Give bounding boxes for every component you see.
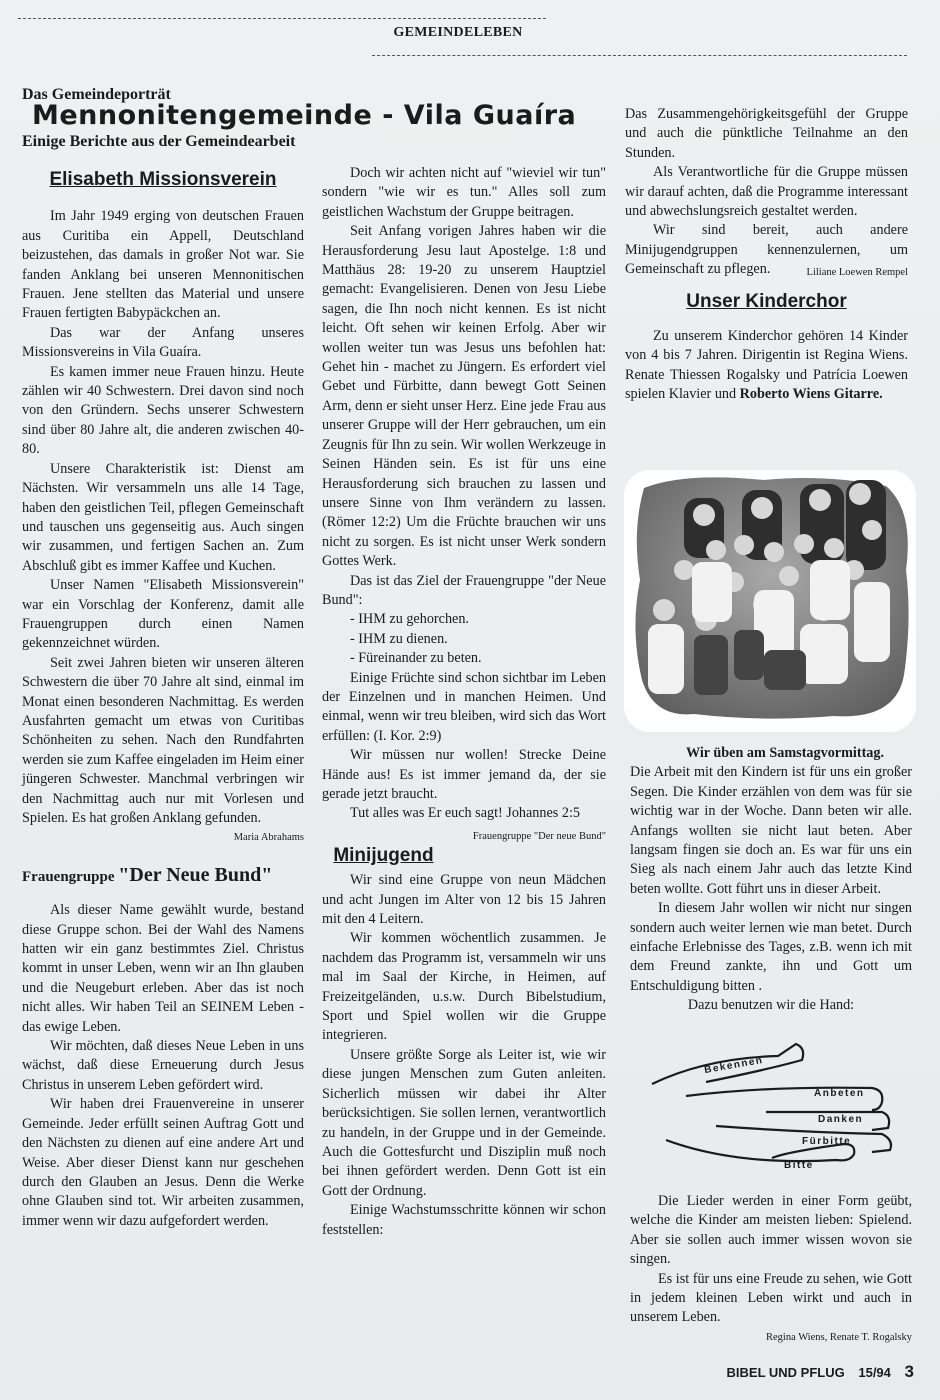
signature: Liliane Loewen Rempel (806, 267, 908, 279)
list-item: - Füreinander zu beten. (350, 650, 482, 667)
section-title: GEMEINDELEBEN (393, 25, 523, 40)
paragraph-bold: Roberto Wiens Gitarre. (739, 386, 883, 403)
article-heading-missionsverein: Elisabeth Missionsverein (49, 169, 277, 190)
column-1 (22, 170, 304, 1231)
column-2 (322, 164, 606, 1240)
paragraph: Das war der Anfang unseres Missionsvereins in Vila Guaíra. (22, 324, 304, 361)
paragraph: Dazu benutzen wir die Hand: (687, 997, 855, 1014)
signature: Regina Wiens, Renate T. Rogalsky (766, 1331, 912, 1343)
paragraph: Als Verantwortliche für die Gruppe müssen wir darauf achten, daß die Programme interessant und abwechslungsreich gestaltet werden. (625, 164, 908, 220)
page-footer (727, 1362, 914, 1382)
hand-label-bitte: Bitte (784, 1160, 814, 1171)
top-rule (18, 18, 546, 19)
paragraph: Doch wir achten nicht auf "wieviel wir tun" sondern "wie wir es tun." Alles soll zum geistlichen Wachstum der Gruppe beitragen. (322, 165, 606, 220)
paragraph-text: Tut alles was Er euch sagt! Johannes 2:5 (350, 805, 580, 822)
paragraph: Wir möchten, daß dieses Neue Leben in uns wächst, daß diese Erneuerung durch Jesus Christus in unserem Leben gefördert wird. (22, 1038, 304, 1093)
hand-label-bekennen: Bekennen (703, 1054, 765, 1077)
paragraph (625, 327, 908, 405)
signature: Maria Abrahams (233, 832, 304, 844)
paragraph: Wir müssen nur wollen! Strecke Deine Hände aus! Es ist immer jemand da, der sie gerade jetzt braucht. (322, 747, 606, 802)
article-heading-minijugend: Minijugend (333, 844, 434, 866)
paragraph: Unsere größte Sorge als Leiter ist, wie wir diese jungen Menschen zum Guten anleiten. Sicherlich müssen wir dabei ihr Alter berücksichtigen. Sie sollen lernen, verantwortlich zu handeln, in der Gruppe und in der Gemeinde. Auch die Gottesfurcht und Disziplin muß noch bei ihnen gefördert werden. Denn Gott ist ein Gott der Ordnung. (322, 1046, 606, 1199)
paragraph: Unsere Charakteristik ist: Dienst am Nächsten. Wir versammeln uns alle 14 Tage, haben den geistlichen Teil, pflegen Gemeinschaft und tauschen uns gegenseitig aus. Auch singen wir zusammen, und fertigen Sachen an. Zum Abschluß gibt es immer Kaffee und Kuchen. (22, 460, 304, 574)
paragraph: Im Jahr 1949 erging von deutschen Frauen aus Curitiba ein Appell, Deutschland beizustehen, das damals in großer Not war. Sie fanden Anklang bei unseren Mennonitischen Frauen. Jene stellten das Material und unsere Frauen fertigten Babypäckchen an. (22, 208, 304, 322)
column-3-end (630, 1192, 912, 1347)
paragraph: Die Arbeit mit den Kindern ist für uns ein großer Segen. Die Kinder erzählen von dem was für sie wichtig war in der Woche. Dann beten wir alle. Anfangs wollten sie nicht laut beten. Aber langsam fingen sie doch an. Es war für uns ein Sieg als nach einem Jahr auch das letzte Kind beten wollte. Gott führt uns in dieser Arbeit. (630, 764, 912, 897)
choir-photo (624, 470, 916, 732)
hand-label-anbeten: Anbeten (814, 1088, 865, 1099)
list-item: - IHM zu dienen. (350, 630, 448, 647)
hand-label-fuerbitte: Fürbitte (802, 1136, 852, 1147)
paragraph: Es ist für uns eine Freude zu sehen, wie Gott in jedem kleinen Leben wirkt und auch in unserem Leben. (630, 1270, 912, 1326)
paragraph: In diesem Jahr wollen wir nicht nur singen sondern auch weiter lernen wie man betet. Durch einfache Erlebnisse des Tages, z.B. wenn ich mit dem Freund zankte, ihn und Gott um Entschuldigung bitten . (630, 900, 912, 994)
paragraph: Wir haben drei Frauenvereine in unserer Gemeinde. Jeder erfüllt seinen Auftrag Gott und den Nächsten zu dienen auf eine andere Art und Weise. Aber dieser Dienst kann nur geschehen durch den Glauben an Jesus. Denn die Werke ohne Glauben sind tot. Wir arbeiten zusammen, immer wenn wir dazu aufgefordert werden. (22, 1096, 304, 1229)
paragraph-text: Zu unserem Kinderchor gehören 14 Kinder von 4 bis 7 Jahren. Dirigentin ist Regina Wiens. Renate Thiessen Rogalsky und Patrícia Loewen spielen Klavier und (625, 328, 908, 403)
kicker: Das Gemeindeporträt (22, 86, 171, 103)
hand-label-danken: Danken (818, 1114, 864, 1125)
photo-caption: Wir üben am Samstagvormittag. (685, 745, 885, 761)
page-number: 3 (904, 1362, 914, 1381)
paragraph: Das ist das Ziel der Frauengruppe "der Neue Bund": (322, 572, 606, 608)
paragraph: Wir kommen wöchentlich zusammen. Je nachdem das Programm ist, versammeln wir uns mal im Saal der Kirche, in Heimen, auf Freizeitgeländen, u.s.w. Durch Bibelstudium, Sport und Spiel wollen wir die Gruppe integrieren. (322, 930, 606, 1044)
paragraph: Seit Anfang vorigen Jahres haben wir die Herausforderung Jesu laut Apostelge. 1:8 und Matthäus 28: 19-20 zu unserem Hauptziel gemacht: Evangelisieren. Denen von Jesu Liebe sagen, die Ihn noch nicht kennen. Es ist nicht leicht. Oft sehen wir keinen Erfolg. Aber wir wollen weiter tun was Jesus uns befohlen hat: Gehet hin - machet zu Jüngern. Es erfordert viel Gebet und Fürbitte, dann bewegt Gott Seinen Arm, denn er sieht unser Herz. Eine jede Frau aus unserer Gruppe will der Herr gebrauchen, um ein Zeugnis für Ihn zu sein. Wir wollen Werkzeuge in Seinen Händen sein. Es ist für uns eine Herausforderung sich brauchen zu lassen und unsere Sinne von Ihm verändern zu lassen. (Römer 12:2) Um die Früchte brauchen wir uns nicht zu sorgen. Es ist nicht unser Werk sondern Gottes Werk. (322, 223, 606, 570)
paragraph: Seit zwei Jahren bieten wir unseren älteren Schwestern die über 70 Jahre alt sind, einmal im Monat einen besonderen Nachmittag. Es werden Ausfahrten gemacht um etwas von Curitibas Schönheiten zu sehen. Nach den Rundfahrten werden sie zum Kaffee eingeladen im Heim einer jüngeren Schwester. Manchmal verbringen wir den Nachmittag auch nur mit Vorlesen und Spielen. Es hat großen Anklang gefunden. (22, 654, 304, 826)
choir-photo-image (624, 470, 916, 732)
heading-prefix: Frauengruppe (22, 868, 119, 885)
paragraph (625, 221, 908, 279)
column-3-bottom (630, 744, 912, 1016)
list-item: - IHM zu gehorchen. (350, 611, 469, 628)
heading-name: "Der Neue Bund" (118, 863, 273, 886)
paragraph: Das Zusammengehörigkeitsgefühl der Gruppe und auch die pünktliche Teilnahme an den Stunden. (625, 106, 908, 161)
signature: Frauengruppe "Der neue Bund" (472, 830, 606, 842)
hand-outline (646, 1036, 910, 1182)
paragraph: Wir sind eine Gruppe von neun Mädchen und acht Jungen im Alter von 12 bis 15 Jahren mit den 4 Leitern. (322, 872, 606, 928)
paragraph-text: Wir sind bereit, auch andere Minijugendgruppen kennenzulernen, um Gemeinschaft zu pflegen. (625, 222, 908, 278)
paragraph (322, 804, 606, 842)
issue-number: 15/94 (858, 1365, 891, 1380)
journal-name: BIBEL UND PFLUG (726, 1365, 845, 1380)
article-heading-kinderchor: Unser Kinderchor (686, 290, 847, 312)
paragraph: Es kamen immer neue Frauen hinzu. Heute zählen wir 40 Schwestern. Drei davon sind noch von den Gründern. Sechs unserer Schwestern sind über 80 Jahre alt, die anderen zwischen 40-80. (22, 363, 304, 458)
paragraph: Unser Namen "Elisabeth Missionsverein" war ein Vorschlag der Konferenz, damit alle Frauengruppen durch einen Namen gekennzeichnet würden. (22, 577, 304, 652)
headline: Mennonitengemeinde - Vila Guaíra (32, 100, 577, 131)
paragraph: Die Lieder werden in einer Form geübt, welche die Kinder am meisten lieben: Spielend. Aber sie sollen auch immer wissen wovon sie singen. (630, 1193, 912, 1268)
paragraph: Einige Wachstumsschritte können wir schon feststellen: (322, 1202, 606, 1238)
paragraph: Als dieser Name gewählt wurde, bestand diese Gruppe schon. Bei der Wahl des Namens hatten wir ein ganz bestimmtes Ziel. Christus kommt in unser Leben, wenn wir an Ihn glauben und die Neugeburt erleben. Aber das ist noch nicht alles. Wir haben Teil an SEINEM Leben - das ewige Leben. (22, 902, 304, 1035)
hand-diagram (646, 1036, 910, 1182)
paragraph: Einige Früchte sind schon sichtbar im Leben der Einzelnen und in manchen Heimen. Und einmal, wenn wir treu bleiben, wird sich das Wort erfüllen: (I. Kor. 2:9) (322, 669, 606, 744)
subheadline: Einige Berichte aus der Gemeindearbeit (22, 133, 296, 150)
column-3-top (625, 105, 908, 405)
section-rule (372, 55, 907, 56)
article-heading-neuer-bund (22, 863, 304, 887)
